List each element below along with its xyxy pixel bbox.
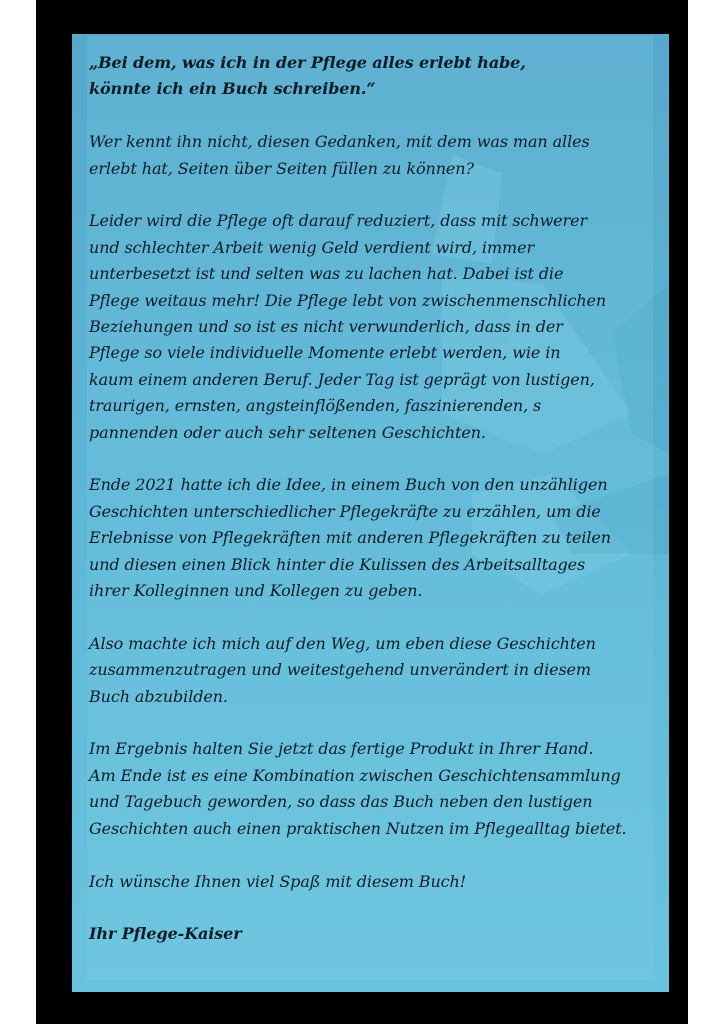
text-line: Pflege weitaus mehr! Die Pflege lebt von zwischenmenschlichen <box>89 290 607 310</box>
text-line: Erlebnisse von Pflegekräften mit anderen Pflegekräften zu teilen <box>89 528 611 548</box>
text-line: Im Ergebnis halten Sie jetzt das fertige Produkt in Ihrer Hand. <box>89 739 594 759</box>
text-line: Geschichten unterschiedlicher Pflegekräfte zu erzählen, um die <box>89 501 601 521</box>
text-line: Ende 2021 hatte ich die Idee, in einem Buch von den unzähligen <box>89 475 608 495</box>
text-line: und diesen einen Blick hinter die Kulissen des Arbeitsalltages <box>89 554 586 574</box>
text-line: Geschichten auch einen praktischen Nutzen im Pflegealltag bietet. <box>89 818 627 838</box>
paragraph <box>89 631 659 710</box>
text-line: Buch abzubilden. <box>89 686 228 706</box>
text-line: ihrer Kolleginnen und Kollegen zu geben. <box>89 581 423 601</box>
paragraph <box>89 736 659 842</box>
text-line: kaum einem anderen Beruf. Jeder Tag ist geprägt von lustigen, <box>89 369 595 389</box>
text-line: Ich wünsche Ihnen viel Spaß mit diesem Buch! <box>89 871 467 891</box>
text-line: traurigen, ernsten, angsteinflößenden, faszinierenden, s <box>89 396 542 416</box>
text-line: Am Ende ist es eine Kombination zwischen Geschichtensammlung <box>89 765 621 785</box>
paragraph <box>89 472 659 604</box>
body-text <box>89 50 659 974</box>
text-line: und Tagebuch geworden, so dass das Buch neben den lustigen <box>89 792 593 812</box>
text-line: unterbesetzt ist und selten was zu lachen hat. Dabei ist die <box>89 264 564 284</box>
text-line: und schlechter Arbeit wenig Geld verdient wird, immer <box>89 237 535 257</box>
opening-quote <box>89 50 659 103</box>
text-line: pannenden oder auch sehr seltenen Geschichten. <box>89 422 486 442</box>
paragraph <box>89 869 659 895</box>
text-line: Pflege so viele individuelle Momente erlebt werden, wie in <box>89 343 561 363</box>
paragraph <box>89 129 659 182</box>
text-line: zusammenzutragen und weitestgehend unverändert in diesem <box>89 660 592 680</box>
text-line: Also machte ich mich auf den Weg, um eben diese Geschichten <box>89 633 596 653</box>
quote-line: könnte ich ein Buch schreiben.“ <box>89 79 376 99</box>
text-line: Beziehungen und so ist es nicht verwunderlich, dass in der <box>89 317 563 337</box>
signature: Ihr Pflege-Kaiser <box>89 924 242 944</box>
quote-line: „Bei dem, was ich in der Pflege alles erlebt habe, <box>89 53 526 72</box>
paragraph <box>89 208 659 446</box>
text-line: Wer kennt ihn nicht, diesen Gedanken, mit dem was man alles <box>89 132 590 152</box>
text-line: Leider wird die Pflege oft darauf reduziert, dass mit schwerer <box>89 211 588 231</box>
text-line: erlebt hat, Seiten über Seiten füllen zu können? <box>89 158 474 178</box>
